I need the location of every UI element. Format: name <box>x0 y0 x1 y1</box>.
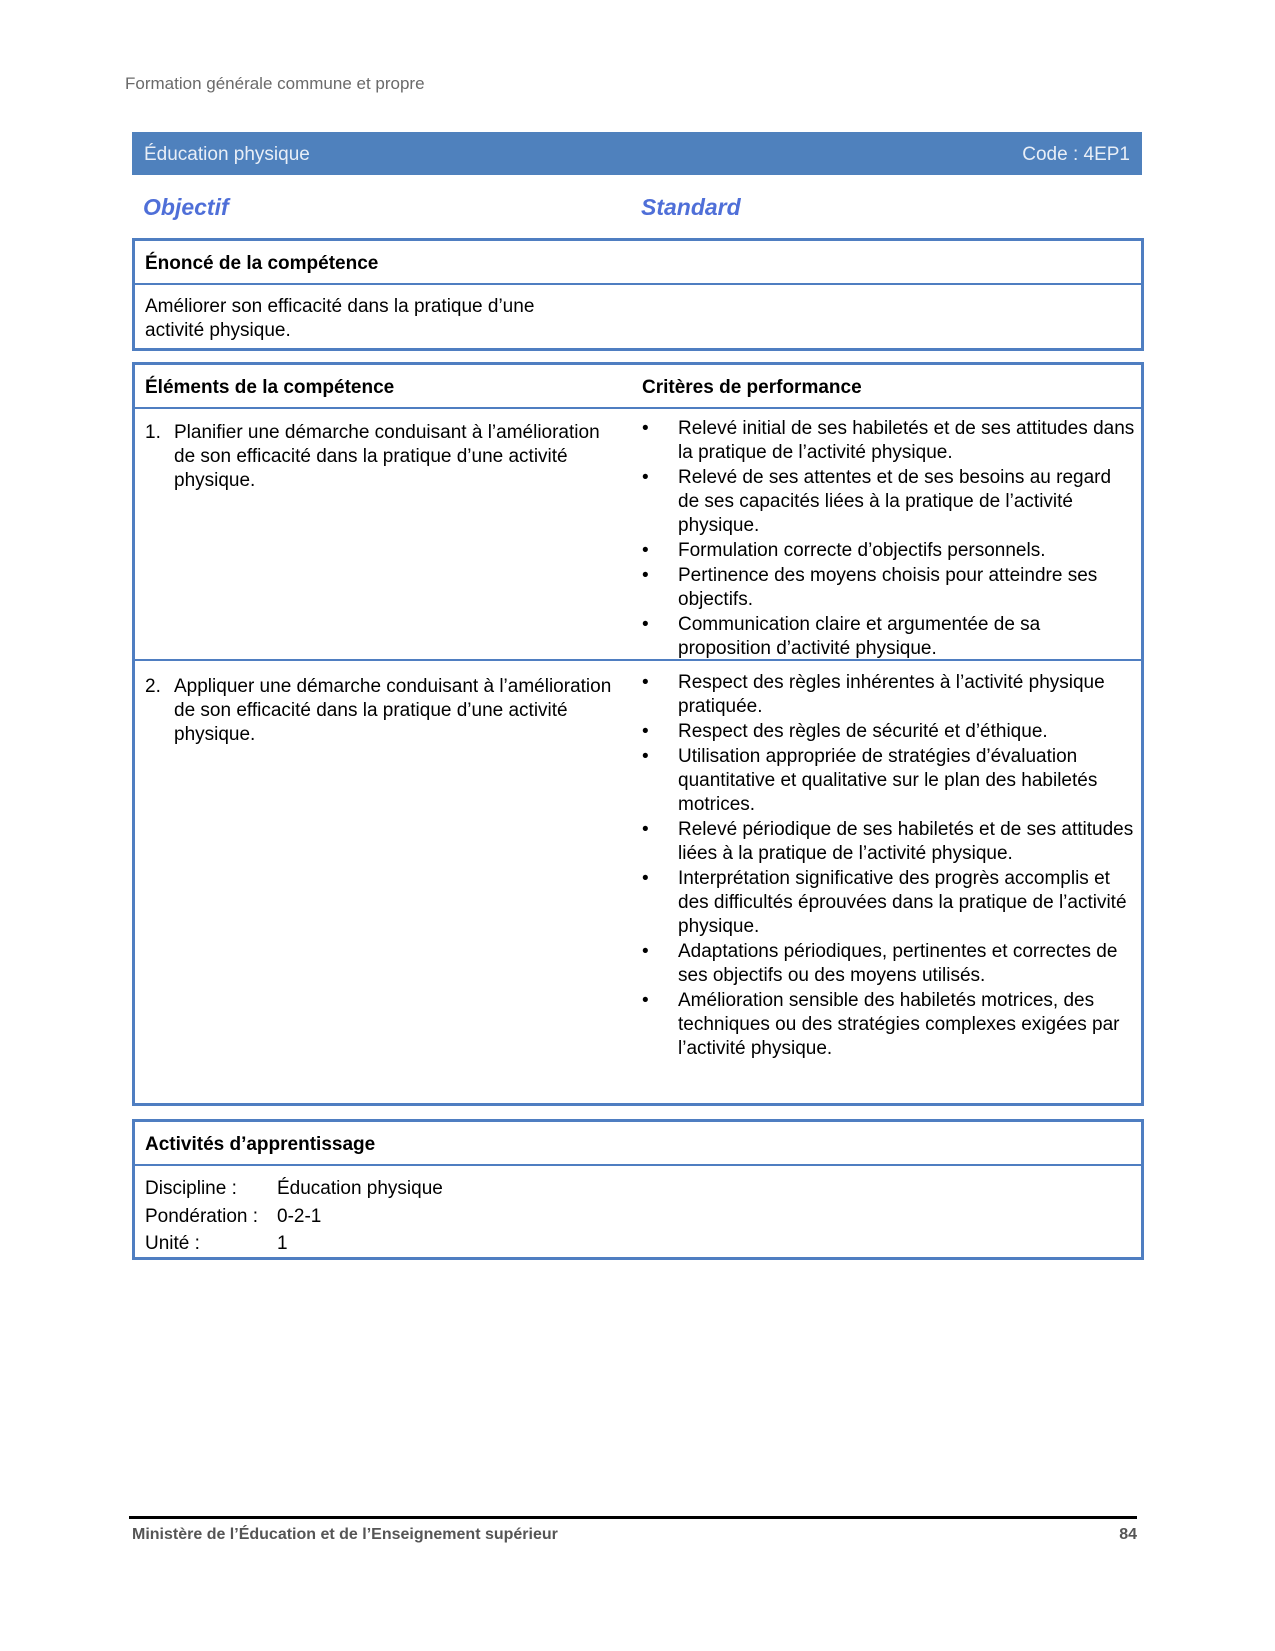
criteria-list <box>642 671 1137 1062</box>
criterion-item: • Respect des règles inhérentes à l’activité physique pratiquée. <box>642 672 1105 717</box>
criterion-item: • Interprétation significative des progrès accomplis et des difficultés éprouvées dans la pratique de l’activité physique. <box>642 868 1127 937</box>
bullet-icon: • <box>642 540 649 561</box>
enonce-text: Améliorer son efficacité dans la pratique d’une activité physique. <box>145 296 535 341</box>
bullet-icon: • <box>642 990 649 1011</box>
criterion-item: • Adaptations périodiques, pertinentes et correctes de ses objectifs ou des moyens utilisés. <box>642 941 1118 986</box>
element-number: 2. <box>145 676 161 697</box>
activites-heading: Activités d’apprentissage <box>145 1134 376 1155</box>
running-header: Formation générale commune et propre <box>125 74 425 93</box>
footer-rule <box>129 1516 1137 1519</box>
objectif-label: Objectif <box>143 194 229 220</box>
unite-label: Unité : <box>145 1233 200 1254</box>
element-row <box>135 407 1141 661</box>
ponderation-value: 0-2-1 <box>277 1206 322 1227</box>
criterion-item: • Pertinence des moyens choisis pour atteindre ses objectifs. <box>642 565 1098 610</box>
discipline-label: Discipline : <box>145 1178 237 1199</box>
bullet-icon: • <box>642 467 649 488</box>
bullet-icon: • <box>642 746 649 767</box>
bullet-icon: • <box>642 868 649 889</box>
criteria-list <box>642 417 1137 662</box>
criterion-item: • Relevé de ses attentes et de ses besoins au regard de ses capacités liées à la pratique de l’activité physique. <box>642 467 1112 536</box>
element-text: Appliquer une démarche conduisant à l’amélioration de son efficacité dans la pratique d’une activité physique. <box>174 676 612 745</box>
course-code: Code : 4EP1 <box>1022 144 1130 165</box>
elements-heading-row <box>135 365 1141 409</box>
bullet-icon: • <box>642 614 649 635</box>
unite-value: 1 <box>277 1233 288 1254</box>
criterion-item: • Relevé périodique de ses habiletés et de ses attitudes liées à la pratique de l’activité physique. <box>642 819 1134 864</box>
discipline-line <box>145 1178 443 1200</box>
discipline-value: Éducation physique <box>277 1178 443 1199</box>
unite-line <box>145 1233 288 1255</box>
bullet-icon: • <box>642 819 649 840</box>
footer-ministry: Ministère de l’Éducation et de l’Enseignement supérieur <box>132 1526 558 1543</box>
enonce-heading: Énoncé de la compétence <box>145 253 379 274</box>
bullet-icon: • <box>642 721 649 742</box>
standard-label: Standard <box>641 194 741 220</box>
criterion-item: • Respect des règles de sécurité et d’éthique. <box>642 721 1048 742</box>
bullet-icon: • <box>642 565 649 586</box>
criteria-heading: Critères de performance <box>642 377 862 398</box>
activites-box <box>132 1119 1144 1260</box>
activites-heading-row <box>135 1122 1141 1166</box>
criterion-item: • Relevé initial de ses habiletés et de ses attitudes dans la pratique de l’activité physique. <box>642 418 1135 463</box>
element-text: Planifier une démarche conduisant à l’amélioration de son efficacité dans la pratique d’une activité physique. <box>174 422 600 491</box>
ponderation-label: Pondération : <box>145 1206 259 1227</box>
element-row <box>135 661 1141 1099</box>
course-title: Éducation physique <box>144 144 310 165</box>
criterion-item: • Communication claire et argumentée de sa proposition d’activité physique. <box>642 614 1041 659</box>
course-title-bar <box>132 132 1142 175</box>
ponderation-line <box>145 1206 321 1228</box>
enonce-heading-row <box>135 241 1141 285</box>
criterion-item: • Utilisation appropriée de stratégies d’évaluation quantitative et qualitative sur le plan des habiletés motrices. <box>642 746 1098 815</box>
criterion-item: • Amélioration sensible des habiletés motrices, des techniques ou des stratégies complexes exigées par l’activité physique. <box>642 990 1120 1059</box>
elements-table <box>132 362 1144 1106</box>
elements-heading: Éléments de la compétence <box>145 377 395 398</box>
bullet-icon: • <box>642 672 649 693</box>
bullet-icon: • <box>642 941 649 962</box>
criterion-item: • Formulation correcte d’objectifs personnels. <box>642 540 1046 561</box>
element-number: 1. <box>145 422 161 443</box>
enonce-box <box>132 238 1144 351</box>
bullet-icon: • <box>642 418 649 439</box>
page-number: 84 <box>1119 1526 1137 1543</box>
